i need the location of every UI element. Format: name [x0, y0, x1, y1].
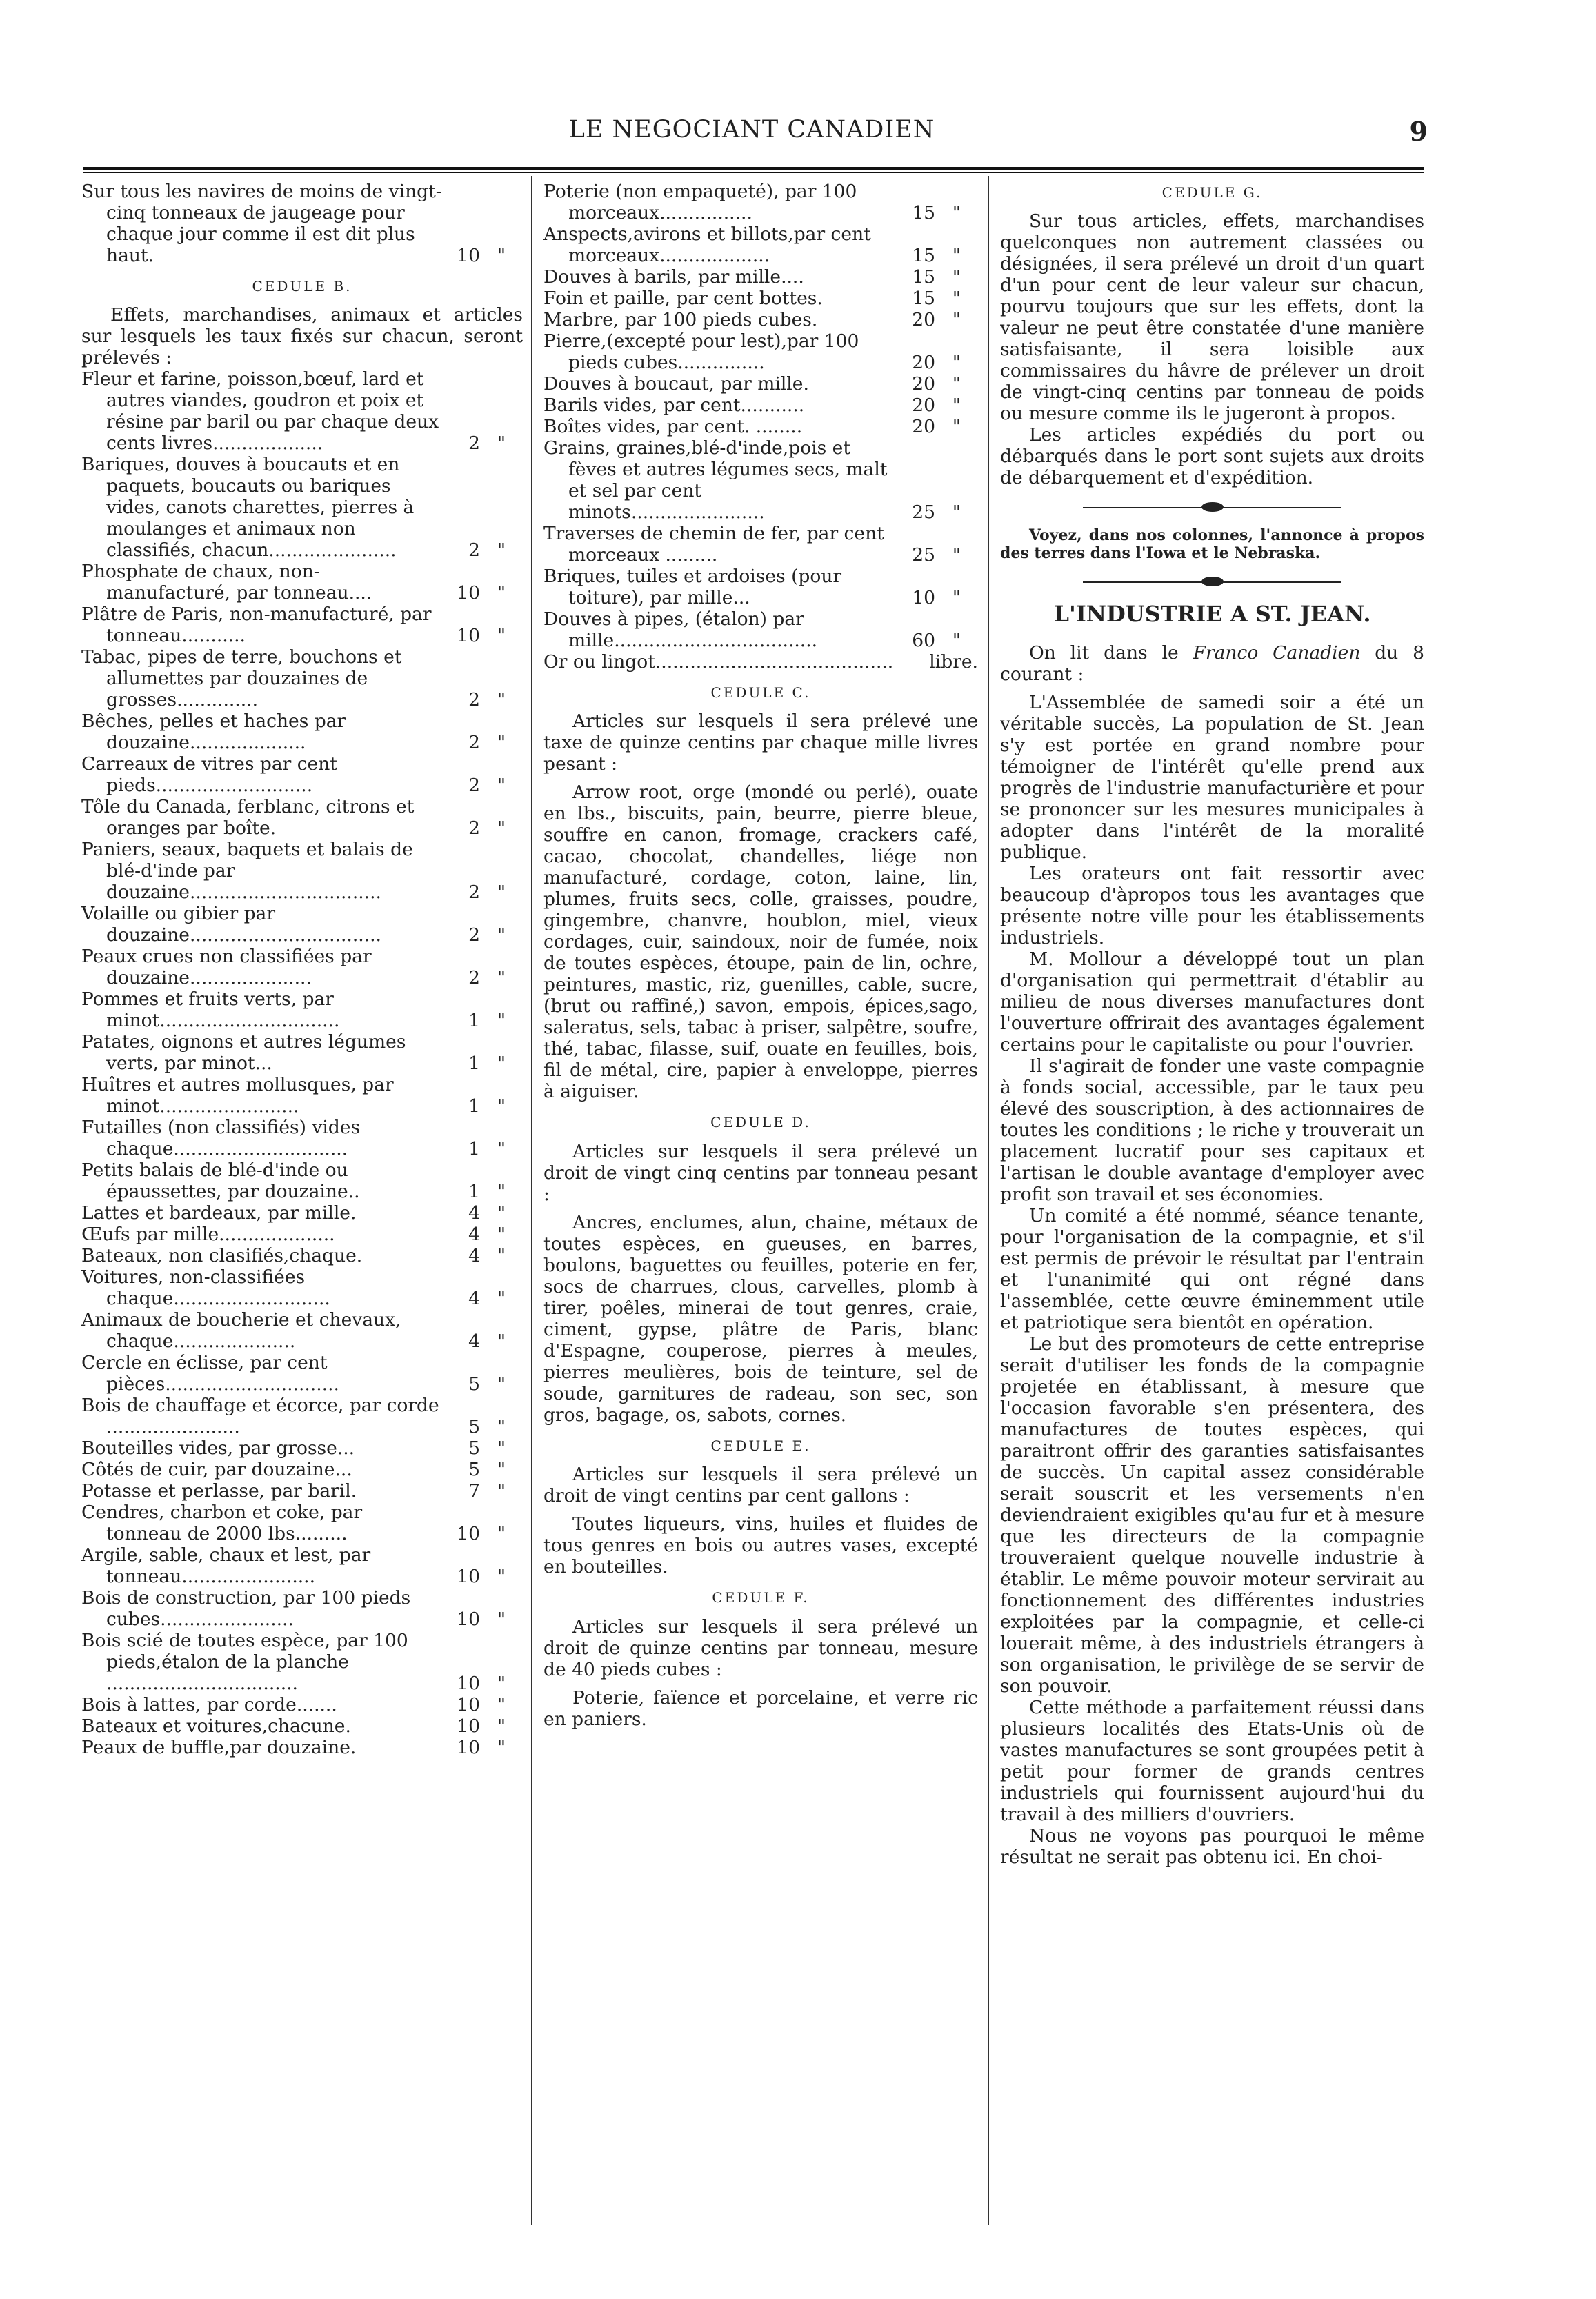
tariff-item [543, 309, 978, 330]
tariff-item [81, 903, 523, 946]
tariff-item [81, 454, 523, 561]
schedule-c-body: Arrow root, orge (mondé ou perlé), ouate en lbs., biscuits, pain, beurre, pierre bleue, souffre en canon, fromage, crackers café, cacao, chocolat, chandelles, liége non manufacturé, cordage, coton, laine, lin, plumes, fruits secs, colle, graisses, poudre, gingembre, chanvre, houblon, miel, vieux cordages, cuir, saindoux, noir de fumée, noix de toutes espèces, étoupe, pain de lin, ochre, peintures, mastic, riz, guenilles, cable, sucre, (brut ou raffiné,) savon, empois, épices,sago, saleratus, sels, tabac à priser, salpêtre, soufre, thé, tabac, filasse, suif, ouate en feuilles, bois, fil de métal, cire, papier à enveloppe, pierres à aiguiser. [543, 782, 978, 1103]
item-unit: " [497, 1416, 506, 1438]
column-3 [1000, 181, 1424, 2222]
column-1 [81, 181, 523, 2222]
item-rate: 20 [912, 309, 935, 330]
item-unit: " [497, 1224, 506, 1246]
item-rate: 15 [912, 202, 935, 223]
item-unit: " [497, 1288, 506, 1310]
page-number: 9 [1409, 116, 1428, 147]
item-unit: " [952, 266, 961, 288]
item-description: Futailles (non classifiés) vides chaque.............................. [81, 1117, 361, 1160]
item-unit: " [952, 202, 961, 223]
schedule-b-title: CEDULE B. [252, 278, 352, 295]
article-body [1000, 692, 1424, 1868]
item-description: Bariques, douves à boucauts et en paquets, boucauts ou bariques vides, canots charettes, pierres à moulanges et animaux non classifiés, chacun...................... [81, 454, 415, 561]
tariff-item [81, 710, 523, 753]
tariff-list [543, 181, 978, 651]
tariff-item [81, 1202, 523, 1224]
article-paragraph: Le but des promoteurs de cette entreprise serait d'utiliser les fonds de la compagnie projetée en établissant, à mesure que l'occasion favorable s'en présentera, des manufactures de toutes espèces, qui paraitront offrir des garanties satisfaisantes de succès. Un capital assez considérable serait souscrit et les versements n'en deviendraient exigibles qu'au fur et à mesure que les directeurs de la compagnie trouveraient quelque nouvelle industrie à établir. Le même pouvoir moteur servirait au fonctionnement des différentes industries exploitées par la compagnie, et celle-ci louerait même, à des industriels étrangers à son organisation, le privilège de se servir de son pouvoir. [1000, 1333, 1424, 1698]
column-2 [543, 181, 978, 2222]
item-rate: 2 [468, 689, 480, 711]
item-unit: " [952, 630, 961, 651]
item-rate: 10 [457, 1523, 480, 1545]
tariff-item [81, 1352, 523, 1395]
item-rate: 2 [468, 775, 480, 797]
item-unit: " [497, 432, 506, 455]
tariff-item [81, 1395, 523, 1437]
tariff-item [81, 1715, 523, 1737]
item-rate: 4 [468, 1331, 480, 1353]
item-description: Bouteilles vides, par grosse... [81, 1437, 355, 1460]
tariff-item [81, 946, 523, 988]
item-description: Boîtes vides, par cent. ........ [543, 416, 803, 437]
column-divider [988, 176, 989, 2225]
tariff-item [543, 651, 978, 673]
item-unit: " [952, 544, 961, 566]
item-rate: 4 [468, 1202, 480, 1224]
item-description: Paniers, seaux, baquets et balais de blé-d'inde par douzaine................................. [81, 839, 413, 904]
lead-text: On lit dans le [1029, 642, 1193, 664]
tariff-item [81, 1630, 523, 1694]
item-description: Volaille ou gibier par douzaine................................. [81, 903, 381, 946]
item-unit: " [497, 775, 506, 797]
item-rate: 2 [468, 967, 480, 989]
item-rate: 2 [468, 924, 480, 946]
item-unit: " [497, 1523, 506, 1545]
page-header [76, 116, 1428, 157]
item-unit: " [497, 732, 506, 754]
tariff-item [543, 223, 978, 266]
item-rate: 1 [468, 1138, 480, 1160]
item-unit: " [497, 1566, 506, 1588]
item-rate: 15 [912, 266, 935, 288]
item-rate: 10 [912, 587, 935, 608]
item-description: Patates, oignons et autres légumes verts, par minot... [81, 1031, 406, 1075]
schedule-c-intro: Articles sur lesquels il sera prélevé une taxe de quinze centins par chaque mille livres pesant : [543, 710, 978, 775]
tariff-item [81, 796, 523, 839]
item-unit: " [497, 625, 506, 647]
item-rate: 2 [468, 432, 480, 455]
item-description: Briques, tuiles et ardoises (pour toiture), par mille... [543, 566, 842, 608]
item-rate: 4 [468, 1224, 480, 1246]
tariff-item [81, 646, 523, 710]
lead-text: du 8 courant : [1000, 642, 1424, 686]
article-lead [1000, 642, 1424, 685]
item-description: Bois scié de toutes espèce, par 100 pieds,étalon de la planche ................................. [81, 1630, 408, 1695]
item-unit: " [497, 1053, 506, 1075]
tariff-list [81, 368, 523, 1758]
tariff-item [81, 181, 523, 266]
tariff-item [543, 395, 978, 416]
item-rate: 1 [468, 1010, 480, 1032]
schedule-d-intro: Articles sur lesquels il sera prélevé un droit de vingt cinq centins par tonneau pesant : [543, 1140, 978, 1205]
item-description: Douves à barils, par mille.... [543, 266, 804, 288]
item-rate: 15 [912, 288, 935, 309]
item-rate: 2 [468, 882, 480, 904]
item-unit: " [497, 1480, 506, 1502]
item-unit: " [497, 1095, 506, 1117]
item-unit: " [497, 1459, 506, 1481]
tariff-item [81, 604, 523, 646]
tariff-item [81, 1544, 523, 1587]
item-description: Côtés de cuir, par douzaine... [81, 1459, 352, 1481]
tariff-item [543, 288, 978, 309]
tariff-item [81, 1117, 523, 1160]
tariff-item [81, 1437, 523, 1459]
item-unit: " [497, 1245, 506, 1267]
item-description: Bois à lattes, par corde....... [81, 1694, 337, 1716]
item-unit: " [497, 882, 506, 904]
item-rate: 10 [457, 1694, 480, 1716]
item-rate: 10 [457, 625, 480, 647]
tariff-item [81, 1694, 523, 1715]
item-unit: " [497, 1181, 506, 1203]
tariff-item [543, 416, 978, 437]
item-unit: " [497, 1737, 506, 1759]
item-rate: 5 [468, 1437, 480, 1460]
schedule-d-body: Ancres, enclumes, alun, chaine, métaux de toutes espèces, en gueuses, en barres, boulons, baguettes ou feuilles, poterie en fer, socs de charrues, clous, carvelles, plomb à tirer, poêles, minerai de tout genres, craie, ciment, gypse, plâtre de Paris, blanc d'Espagne, couperose, pierres à meules, pierres meulières, bois de teinture, sel de soude, garnitures de radeau, son sec, son gros, bagage, os, sabots, cornes. [543, 1211, 978, 1426]
item-description: Marbre, par 100 pieds cubes. [543, 309, 818, 330]
item-unit: " [497, 689, 506, 711]
item-rate: 25 [912, 544, 935, 566]
item-description: Traverses de chemin de fer, par cent morceaux ......... [543, 523, 884, 566]
item-value: libre. [929, 651, 978, 673]
item-unit: " [497, 1331, 506, 1353]
article-paragraph: Un comité a été nommé, séance tenante, pour l'organisation de la compagnie, et s'il est permis de prévoir le résultat par l'entrain et l'unanimité qui ont régné dans l'assemblée, cette œuvre éminemment utile et patriotique sera bientôt en opération. [1000, 1205, 1424, 1334]
item-rate: 2 [468, 732, 480, 754]
item-rate: 10 [457, 1737, 480, 1759]
item-description: Huîtres et autres mollusques, par minot........................ [81, 1074, 394, 1117]
item-unit: " [497, 1138, 506, 1160]
tariff-item [543, 373, 978, 395]
schedule-e-body: Toutes liqueurs, vins, huiles et fluides de tous genres en bois ou autres vases, excepté en bouteilles. [543, 1513, 978, 1578]
intro-list [81, 181, 523, 266]
item-unit: " [497, 1609, 506, 1631]
header-rule [83, 167, 1424, 173]
schedule-e-title: CEDULE E. [710, 1437, 811, 1454]
tariff-item [543, 608, 978, 651]
item-description: Petits balais de blé-d'inde ou épaussettes, par douzaine.. [81, 1160, 360, 1203]
item-description: Plâtre de Paris, non-manufacturé, par tonneau........... [81, 604, 432, 647]
item-description: Fleur et farine, poisson,bœuf, lard et autres viandes, goudron et poix et résine par baril ou par chaque deux cents livres................... [81, 368, 439, 455]
schedule-g-paragraph: Les articles expédiés du port ou débarqués dans le port sont sujets aux droits de débarquement et d'expédition. [1000, 424, 1424, 489]
item-description: Argile, sable, chaux et lest, par tonneau....................... [81, 1544, 371, 1588]
article-paragraph: M. Mollour a développé tout un plan d'organisation qui permettrait d'établir au milieu de nous diverses manufactures dont l'ouverture offrirait des avantages également certains pour le capitaliste ou pour l'ouvrier. [1000, 948, 1424, 1056]
item-rate: 1 [468, 1053, 480, 1075]
item-unit: " [952, 501, 961, 523]
item-description: Peaux de buffle,par douzaine. [81, 1737, 357, 1759]
item-description: Douves à boucaut, par mille. [543, 373, 809, 395]
notice: Voyez, dans nos colonnes, l'annonce à propos des terres dans l'Iowa et le Nebraska. [1000, 526, 1424, 563]
item-rate: 10 [457, 582, 480, 604]
item-description: Bateaux et voitures,chacune. [81, 1715, 351, 1738]
schedule-f-title: CEDULE F. [712, 1589, 810, 1606]
item-rate: 20 [912, 373, 935, 395]
tariff-item [543, 330, 978, 373]
source-name: Franco Canadien [1193, 642, 1361, 664]
newspaper-title: LE NEGOCIANT CANADIEN [568, 116, 935, 143]
item-description: Tabac, pipes de terre, bouchons et allumettes par douzaines de grosses.............. [81, 646, 402, 711]
item-unit: " [952, 373, 961, 395]
item-rate: 7 [468, 1480, 480, 1502]
tariff-item [81, 753, 523, 796]
item-unit: " [497, 924, 506, 946]
item-description: Bateaux, non clasifiés,chaque. [81, 1245, 363, 1267]
tariff-item [543, 181, 978, 223]
item-rate: 5 [468, 1459, 480, 1481]
item-rate: 20 [912, 395, 935, 416]
item-unit: " [952, 352, 961, 373]
tariff-item [81, 839, 523, 903]
schedule-g-paragraph: Sur tous articles, effets, marchandises quelconques non autrement classées ou désignées, il sera prélevé un droit d'un quart d'un pour cent de leur valeur sur chacun, pourvu toujours que sur les effets, dont la valeur ne peut être constatée d'une manière satisfaisante, il sera loisible aux commissaires du hâvre de prélever un droit de vingt-cinq centins par tonneau de poids ou mesure comme ils le jugeront à propos. [1000, 210, 1424, 425]
item-rate: 4 [468, 1245, 480, 1267]
item-description: Œufs par mille.................... [81, 1224, 335, 1246]
item-rate: 10 [457, 1609, 480, 1631]
article-title: L'INDUSTRIE A ST. JEAN. [1053, 600, 1371, 627]
ornament-divider [1000, 571, 1424, 595]
item-rate: 10 [457, 1715, 480, 1738]
item-description: Or ou lingot......................................... [543, 651, 894, 673]
tariff-item [81, 1245, 523, 1266]
item-description: Carreaux de vitres par cent pieds........................... [81, 753, 337, 797]
item-rate: 1 [468, 1095, 480, 1117]
item-rate: 20 [912, 416, 935, 437]
item-unit: " [497, 1437, 506, 1460]
item-unit: " [497, 967, 506, 989]
schedule-b-intro: Effets, marchandises, animaux et articles sur lesquels les taux fixés sur chacun, seront prélevés : [81, 304, 523, 369]
schedule-e-intro: Articles sur lesquels il sera prélevé un droit de vingt centins par cent gallons : [543, 1464, 978, 1507]
tariff-item [81, 1309, 523, 1352]
item-unit: " [497, 817, 506, 839]
item-rate: 4 [468, 1288, 480, 1310]
schedule-f-body: Poterie, faïence et porcelaine, et verre ric en paniers. [543, 1686, 978, 1730]
item-unit: " [952, 587, 961, 608]
item-description: Tôle du Canada, ferblanc, citrons et oranges par boîte. [81, 796, 415, 839]
tariff-item [81, 1459, 523, 1480]
item-rate: 10 [457, 245, 480, 266]
item-rate: 5 [468, 1416, 480, 1438]
item-description: Anspects,avirons et billots,par cent morceaux................... [543, 223, 871, 266]
item-unit: " [952, 416, 961, 437]
tariff-item [81, 988, 523, 1031]
item-description: Poterie (non empaqueté), par 100 morceaux................ [543, 181, 857, 223]
item-unit: " [497, 582, 506, 604]
item-unit: " [952, 395, 961, 416]
item-unit: " [497, 1694, 506, 1716]
tariff-item [81, 1587, 523, 1630]
item-unit: " [497, 1202, 506, 1224]
item-rate: 2 [468, 539, 480, 561]
item-description: Bêches, pelles et haches par douzaine.................... [81, 710, 346, 754]
tariff-item [543, 266, 978, 288]
item-rate: 20 [912, 352, 935, 373]
tariff-item [81, 1266, 523, 1309]
item-rate: 2 [468, 817, 480, 839]
item-description: Cercle en éclisse, par cent pièces.............................. [81, 1352, 339, 1395]
item-description: Grains, graines,blé-d'inde,pois et fèves et autres légumes secs, malt et sel par cent minots....................... [543, 437, 888, 523]
item-unit: " [952, 245, 961, 266]
item-rate: 10 [457, 1566, 480, 1588]
tariff-item [81, 1031, 523, 1074]
item-description: Pommes et fruits verts, par minot............................... [81, 988, 340, 1032]
item-rate: 15 [912, 245, 935, 266]
item-description: Bois de construction, par 100 pieds cubes....................... [81, 1587, 411, 1631]
tariff-item [543, 523, 978, 566]
tariff-item [81, 368, 523, 454]
article-paragraph: Nous ne voyons pas pourquoi le même résultat ne serait pas obtenu ici. En choi- [1000, 1825, 1424, 1869]
article-paragraph: Cette méthode a parfaitement réussi dans plusieurs localités des Etats-Unis où de vastes manufactures se sont groupées petit à petit pour former de grands centres industriels qui fournissent aujourd'hui du travail à des milliers d'ouvriers. [1000, 1697, 1424, 1826]
article-paragraph: Il s'agirait de fonder une vaste compagnie à fonds social, accessible, par le taux peu élevé des souscription, à des actionnaires de toutes les conditions ; le riche y trouverait un placement lucratif pour ses capitaux et l'artisan le double avantage d'employer avec profit son travail et ses économies. [1000, 1055, 1424, 1206]
item-unit: " [952, 309, 961, 330]
item-description: Sur tous les navires de moins de vingt-cinq tonneaux de jaugeage pour chaque jour comme il est dit plus haut. [81, 181, 442, 266]
tariff-item [81, 561, 523, 604]
tariff-item [81, 1737, 523, 1758]
item-rate: 25 [912, 501, 935, 523]
item-description: Animaux de boucherie et chevaux, chaque..................... [81, 1309, 401, 1353]
tariff-item [81, 1160, 523, 1202]
schedule-g-title: CEDULE G. [1161, 184, 1263, 201]
schedule-d-title: CEDULE D. [710, 1114, 811, 1131]
item-description: Douves à pipes, (étalon) par mille................................... [543, 608, 818, 651]
column-divider [531, 176, 532, 2225]
item-description: Phosphate de chaux, non-manufacturé, par tonneau.... [81, 561, 372, 604]
ornament-divider [1000, 497, 1424, 520]
item-description: Peaux crues non classifiées par douzaine..................... [81, 946, 372, 989]
item-description: Voitures, non-classifiées chaque........................... [81, 1266, 330, 1310]
schedule-c-title: CEDULE C. [710, 684, 811, 701]
item-unit: " [497, 1715, 506, 1738]
tariff-item [81, 1502, 523, 1544]
tariff-item [543, 437, 978, 523]
item-description: Pierre,(excepté pour lest),par 100 pieds cubes............... [543, 330, 859, 373]
item-description: Barils vides, par cent........... [543, 395, 805, 416]
item-unit: " [497, 1673, 506, 1695]
schedule-f-intro: Articles sur lesquels il sera prélevé un droit de quinze centins par tonneau, mesure de 40 pieds cubes : [543, 1615, 978, 1680]
tariff-item [81, 1074, 523, 1117]
item-unit: " [497, 245, 506, 266]
tariff-item [543, 566, 978, 608]
item-unit: " [497, 1010, 506, 1032]
item-description: Foin et paille, par cent bottes. [543, 288, 823, 309]
item-unit: " [497, 1373, 506, 1395]
item-rate: 5 [468, 1373, 480, 1395]
article-paragraph: Les orateurs ont fait ressortir avec beaucoup d'àpropos tous les avantages que présente notre ville pour les établissements industriels. [1000, 863, 1424, 949]
item-rate: 10 [457, 1673, 480, 1695]
tariff-item [81, 1480, 523, 1502]
tariff-item [81, 1224, 523, 1245]
item-description: Lattes et bardeaux, par mille. [81, 1202, 357, 1224]
item-rate: 1 [468, 1181, 480, 1203]
article-paragraph: L'Assemblée de samedi soir a été un véritable succès, La population de St. Jean s'y est portée en grand nombre pour témoigner de l'intérêt qu'elle prend aux progrès de l'industrie manufacturière et pour se prononcer sur les mesures municipales à adopter dans l'intérêt de la moralité publique. [1000, 692, 1424, 864]
item-description: Bois de chauffage et écorce, par corde ....................... [81, 1395, 439, 1438]
item-description: Potasse et perlasse, par baril. [81, 1480, 357, 1502]
item-description: Cendres, charbon et coke, par tonneau de 2000 lbs......... [81, 1502, 363, 1545]
item-unit: " [497, 539, 506, 561]
item-rate: 60 [912, 630, 935, 651]
item-unit: " [952, 288, 961, 309]
